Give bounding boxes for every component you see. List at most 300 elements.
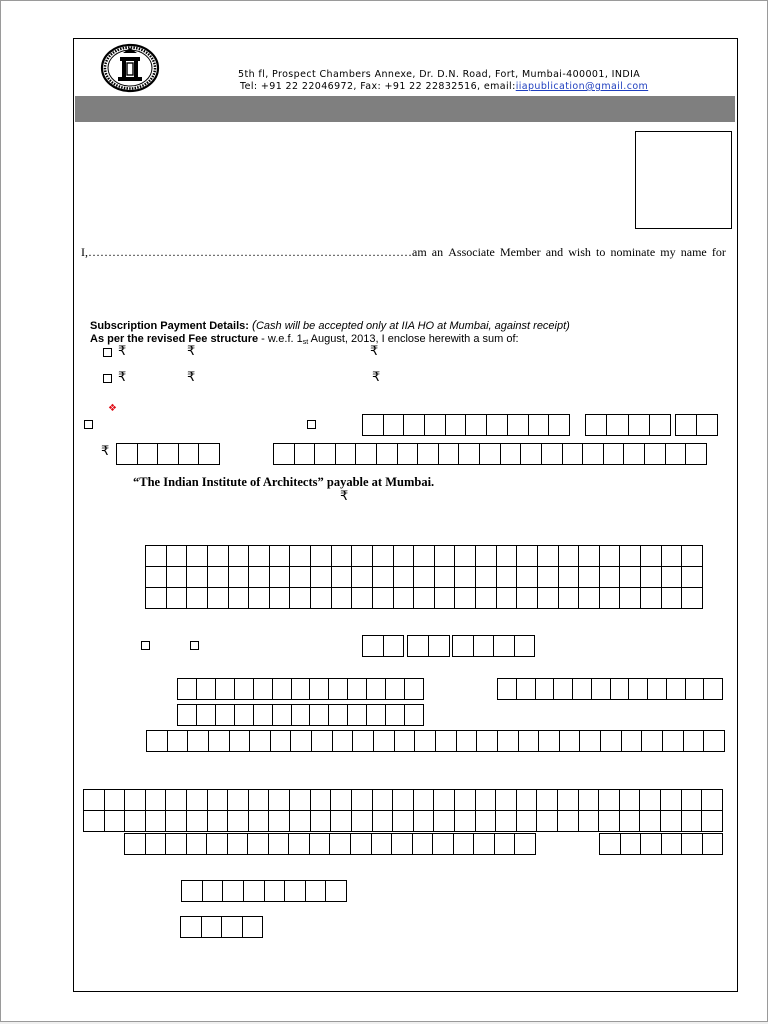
entry-box[interactable] — [394, 546, 414, 566]
entry-box[interactable] — [498, 731, 518, 751]
entry-box[interactable] — [497, 567, 517, 587]
entry-box[interactable] — [290, 588, 310, 608]
entry-box[interactable] — [167, 588, 187, 608]
entry-box[interactable] — [392, 834, 412, 854]
entry-box[interactable] — [662, 567, 682, 587]
entry-box[interactable] — [352, 546, 372, 566]
entry-box[interactable] — [620, 567, 640, 587]
entry-box[interactable] — [377, 444, 397, 464]
entry-box[interactable] — [229, 546, 249, 566]
entry-box[interactable] — [187, 834, 207, 854]
entry-box[interactable] — [622, 731, 642, 751]
entry-box[interactable] — [466, 415, 486, 435]
entry-box[interactable] — [290, 546, 310, 566]
entry-box[interactable] — [269, 790, 289, 810]
entry-box[interactable] — [435, 567, 455, 587]
entry-box[interactable] — [697, 415, 717, 435]
entry-box[interactable] — [501, 444, 521, 464]
account-number-boxes[interactable] — [362, 414, 570, 436]
entry-box[interactable] — [84, 811, 104, 831]
entry-box[interactable] — [295, 444, 315, 464]
entry-box[interactable] — [249, 567, 269, 587]
entry-box[interactable] — [312, 731, 332, 751]
entry-box[interactable] — [398, 444, 418, 464]
entry-box[interactable] — [599, 790, 619, 810]
entry-box[interactable] — [439, 444, 459, 464]
entry-box[interactable] — [310, 834, 330, 854]
code-boxes[interactable] — [181, 880, 347, 902]
entry-box[interactable] — [435, 588, 455, 608]
entry-box[interactable] — [487, 415, 507, 435]
entry-box[interactable] — [146, 811, 166, 831]
entry-box[interactable] — [682, 790, 702, 810]
entry-box[interactable] — [352, 588, 372, 608]
entry-box[interactable] — [599, 811, 619, 831]
entry-box[interactable] — [537, 811, 557, 831]
entry-box[interactable] — [496, 790, 516, 810]
entry-box[interactable] — [197, 679, 215, 699]
entry-box[interactable] — [373, 790, 393, 810]
entry-box[interactable] — [332, 546, 352, 566]
entry-box[interactable] — [521, 444, 541, 464]
entry-box[interactable] — [203, 881, 223, 901]
entry-box[interactable] — [477, 731, 497, 751]
entry-box[interactable] — [208, 811, 228, 831]
entry-box[interactable] — [583, 444, 603, 464]
entry-box[interactable] — [554, 679, 572, 699]
entry-box[interactable] — [474, 636, 494, 656]
entry-box[interactable] — [455, 811, 475, 831]
entry-box[interactable] — [563, 444, 583, 464]
entry-box[interactable] — [374, 731, 394, 751]
entry-box[interactable] — [197, 705, 215, 725]
entry-box[interactable] — [600, 546, 620, 566]
entry-box[interactable] — [249, 790, 269, 810]
entry-box[interactable] — [332, 588, 352, 608]
entry-box[interactable] — [682, 567, 702, 587]
entry-box[interactable] — [373, 567, 393, 587]
entry-box[interactable] — [607, 415, 627, 435]
entry-box[interactable] — [269, 834, 289, 854]
entry-box[interactable] — [703, 834, 723, 854]
entry-box[interactable] — [209, 731, 229, 751]
entry-box[interactable] — [348, 679, 366, 699]
entry-box[interactable] — [330, 834, 350, 854]
entry-box[interactable] — [682, 834, 702, 854]
field-left-row-1-boxes[interactable] — [177, 678, 424, 700]
entry-box[interactable] — [146, 834, 166, 854]
entry-box[interactable] — [667, 679, 685, 699]
entry-box[interactable] — [661, 811, 681, 831]
entry-box[interactable] — [517, 811, 537, 831]
entry-box[interactable] — [384, 415, 404, 435]
entry-box[interactable] — [496, 811, 516, 831]
entry-box[interactable] — [408, 636, 428, 656]
entry-box[interactable] — [508, 415, 528, 435]
entry-box[interactable] — [517, 567, 537, 587]
entry-box[interactable] — [363, 415, 383, 435]
entry-box[interactable] — [494, 636, 514, 656]
entry-box[interactable] — [476, 811, 496, 831]
entry-box[interactable] — [311, 567, 331, 587]
entry-box[interactable] — [222, 917, 242, 937]
entry-box[interactable] — [579, 546, 599, 566]
entry-box[interactable] — [311, 790, 331, 810]
entry-box[interactable] — [273, 679, 291, 699]
entry-box[interactable] — [433, 834, 453, 854]
entry-box[interactable] — [414, 567, 434, 587]
entry-box[interactable] — [624, 444, 644, 464]
entry-box[interactable] — [515, 636, 535, 656]
entry-box[interactable] — [517, 679, 535, 699]
entry-box[interactable] — [517, 588, 537, 608]
entry-box[interactable] — [326, 881, 346, 901]
entry-box[interactable] — [125, 834, 145, 854]
entry-box[interactable] — [641, 588, 661, 608]
entry-box[interactable] — [311, 546, 331, 566]
entry-box[interactable] — [244, 881, 264, 901]
entry-box[interactable] — [292, 679, 310, 699]
entry-box[interactable] — [167, 546, 187, 566]
entry-box[interactable] — [459, 444, 479, 464]
entry-box[interactable] — [600, 834, 620, 854]
entry-box[interactable] — [413, 834, 433, 854]
entry-box[interactable] — [686, 679, 704, 699]
entry-box[interactable] — [404, 415, 424, 435]
entry-box[interactable] — [611, 679, 629, 699]
entry-box[interactable] — [353, 731, 373, 751]
entry-box[interactable] — [273, 705, 291, 725]
entry-box[interactable] — [367, 705, 385, 725]
entry-box[interactable] — [600, 588, 620, 608]
field-right-boxes[interactable] — [497, 678, 723, 700]
entry-box[interactable] — [254, 679, 272, 699]
entry-box[interactable] — [249, 811, 269, 831]
entry-box[interactable] — [147, 731, 167, 751]
entry-box[interactable] — [476, 588, 496, 608]
fee-option-1-checkbox[interactable] — [103, 348, 112, 357]
entry-box[interactable] — [352, 790, 372, 810]
entry-box[interactable] — [248, 834, 268, 854]
entry-box[interactable] — [166, 811, 186, 831]
entry-box[interactable] — [661, 790, 681, 810]
ifsc-part-2-boxes[interactable] — [675, 414, 718, 436]
entry-box[interactable] — [434, 811, 454, 831]
entry-box[interactable] — [352, 567, 372, 587]
field-left-row-2-boxes[interactable] — [177, 704, 424, 726]
payment-mode-2-checkbox[interactable] — [307, 420, 316, 429]
entry-box[interactable] — [676, 415, 696, 435]
entry-box[interactable] — [373, 811, 393, 831]
entry-box[interactable] — [187, 567, 207, 587]
entry-box[interactable] — [146, 790, 166, 810]
entry-box[interactable] — [229, 567, 249, 587]
entry-box[interactable] — [497, 546, 517, 566]
entry-box[interactable] — [187, 811, 207, 831]
entry-box[interactable] — [641, 567, 661, 587]
entry-box[interactable] — [306, 881, 326, 901]
entry-box[interactable] — [138, 444, 158, 464]
entry-box[interactable] — [476, 790, 496, 810]
entry-box[interactable] — [179, 444, 199, 464]
entry-box[interactable] — [182, 881, 202, 901]
option-b-checkbox[interactable] — [190, 641, 199, 650]
entry-box[interactable] — [414, 588, 434, 608]
entry-box[interactable] — [230, 731, 250, 751]
field-wide-boxes[interactable] — [146, 730, 725, 752]
entry-box[interactable] — [356, 444, 376, 464]
entry-box[interactable] — [207, 834, 227, 854]
entry-box[interactable] — [476, 567, 496, 587]
entry-box[interactable] — [455, 588, 475, 608]
entry-box[interactable] — [620, 546, 640, 566]
entry-box[interactable] — [372, 834, 392, 854]
entry-box[interactable] — [405, 679, 423, 699]
entry-box[interactable] — [373, 588, 393, 608]
entry-box[interactable] — [474, 834, 494, 854]
entry-box[interactable] — [228, 834, 248, 854]
entry-box[interactable] — [560, 731, 580, 751]
entry-box[interactable] — [435, 546, 455, 566]
entry-box[interactable] — [592, 679, 610, 699]
entry-box[interactable] — [480, 444, 500, 464]
entry-box[interactable] — [455, 790, 475, 810]
entry-box[interactable] — [666, 444, 686, 464]
entry-box[interactable] — [414, 811, 434, 831]
details-row-3-right-boxes[interactable] — [599, 833, 723, 855]
entry-box[interactable] — [538, 588, 558, 608]
entry-box[interactable] — [558, 811, 578, 831]
entry-box[interactable] — [497, 588, 517, 608]
entry-box[interactable] — [166, 790, 186, 810]
amount-boxes[interactable] — [116, 443, 220, 465]
ifsc-part-1-boxes[interactable] — [585, 414, 671, 436]
entry-box[interactable] — [601, 731, 621, 751]
details-row-3-left-boxes[interactable] — [124, 833, 536, 855]
entry-box[interactable] — [310, 705, 328, 725]
entry-box[interactable] — [559, 567, 579, 587]
entry-box[interactable] — [538, 567, 558, 587]
entry-box[interactable] — [517, 546, 537, 566]
entry-box[interactable] — [641, 546, 661, 566]
entry-box[interactable] — [216, 705, 234, 725]
entry-box[interactable] — [291, 731, 311, 751]
entry-box[interactable] — [579, 567, 599, 587]
entry-box[interactable] — [663, 731, 683, 751]
entry-box[interactable] — [538, 546, 558, 566]
entry-box[interactable] — [559, 546, 579, 566]
entry-box[interactable] — [146, 588, 166, 608]
entry-box[interactable] — [187, 588, 207, 608]
entry-box[interactable] — [285, 881, 305, 901]
entry-box[interactable] — [386, 679, 404, 699]
entry-box[interactable] — [235, 705, 253, 725]
option-a-checkbox[interactable] — [141, 641, 150, 650]
entry-box[interactable] — [228, 790, 248, 810]
entry-box[interactable] — [229, 588, 249, 608]
entry-box[interactable] — [529, 415, 549, 435]
entry-box[interactable] — [158, 444, 178, 464]
entry-box[interactable] — [208, 588, 228, 608]
entry-box[interactable] — [558, 790, 578, 810]
entry-box[interactable] — [265, 881, 285, 901]
entry-box[interactable] — [289, 834, 309, 854]
entry-box[interactable] — [125, 790, 145, 810]
entry-box[interactable] — [455, 567, 475, 587]
entry-box[interactable] — [168, 731, 188, 751]
entry-box[interactable] — [702, 811, 722, 831]
date-month-boxes[interactable] — [407, 635, 450, 657]
entry-box[interactable] — [271, 731, 291, 751]
entry-box[interactable] — [436, 731, 456, 751]
header-email-link[interactable]: iiapublication@gmail.com — [515, 81, 649, 92]
entry-box[interactable] — [682, 546, 702, 566]
entry-box[interactable] — [311, 811, 331, 831]
entry-box[interactable] — [586, 415, 606, 435]
entry-box[interactable] — [539, 731, 559, 751]
entry-box[interactable] — [662, 834, 682, 854]
entry-box[interactable] — [117, 444, 137, 464]
entry-box[interactable] — [367, 679, 385, 699]
entry-box[interactable] — [105, 811, 125, 831]
entry-box[interactable] — [270, 567, 290, 587]
entry-box[interactable] — [429, 636, 449, 656]
entry-box[interactable] — [254, 705, 272, 725]
entry-box[interactable] — [682, 811, 702, 831]
bank-name-boxes[interactable] — [273, 443, 707, 465]
entry-box[interactable] — [178, 705, 196, 725]
entry-box[interactable] — [146, 546, 166, 566]
entry-box[interactable] — [498, 679, 516, 699]
entry-box[interactable] — [373, 546, 393, 566]
entry-box[interactable] — [393, 790, 413, 810]
entry-box[interactable] — [600, 567, 620, 587]
details-row-1-boxes[interactable] — [83, 789, 723, 832]
entry-box[interactable] — [333, 731, 353, 751]
entry-box[interactable] — [311, 588, 331, 608]
entry-box[interactable] — [393, 811, 413, 831]
entry-box[interactable] — [434, 790, 454, 810]
entry-box[interactable] — [146, 567, 166, 587]
entry-box[interactable] — [348, 705, 366, 725]
entry-box[interactable] — [519, 731, 539, 751]
entry-box[interactable] — [650, 415, 670, 435]
entry-box[interactable] — [363, 636, 383, 656]
entry-box[interactable] — [686, 444, 706, 464]
entry-box[interactable] — [181, 917, 201, 937]
entry-box[interactable] — [517, 790, 537, 810]
entry-box[interactable] — [235, 679, 253, 699]
entry-box[interactable] — [228, 811, 248, 831]
entry-box[interactable] — [645, 444, 665, 464]
entry-box[interactable] — [223, 881, 243, 901]
entry-box[interactable] — [208, 790, 228, 810]
entry-box[interactable] — [105, 790, 125, 810]
entry-box[interactable] — [395, 731, 415, 751]
entry-box[interactable] — [454, 834, 474, 854]
entry-box[interactable] — [580, 731, 600, 751]
entry-box[interactable] — [329, 705, 347, 725]
entry-box[interactable] — [243, 917, 263, 937]
entry-box[interactable] — [573, 679, 591, 699]
entry-box[interactable] — [310, 679, 328, 699]
entry-box[interactable] — [704, 679, 722, 699]
entry-box[interactable] — [662, 546, 682, 566]
entry-box[interactable] — [453, 636, 473, 656]
date-day-boxes[interactable] — [362, 635, 404, 657]
entry-box[interactable] — [415, 731, 435, 751]
entry-box[interactable] — [641, 834, 661, 854]
entry-box[interactable] — [549, 415, 569, 435]
entry-box[interactable] — [418, 444, 438, 464]
entry-box[interactable] — [457, 731, 477, 751]
entry-box[interactable] — [199, 444, 219, 464]
entry-box[interactable] — [84, 790, 104, 810]
entry-box[interactable] — [629, 415, 649, 435]
short-code-boxes[interactable] — [180, 916, 263, 938]
entry-box[interactable] — [269, 811, 289, 831]
entry-box[interactable] — [536, 679, 554, 699]
entry-box[interactable] — [249, 546, 269, 566]
entry-box[interactable] — [620, 790, 640, 810]
entry-box[interactable] — [290, 790, 310, 810]
entry-box[interactable] — [202, 917, 222, 937]
entry-box[interactable] — [208, 567, 228, 587]
entry-box[interactable] — [270, 588, 290, 608]
entry-box[interactable] — [315, 444, 335, 464]
entry-box[interactable] — [620, 811, 640, 831]
entry-box[interactable] — [542, 444, 562, 464]
entry-box[interactable] — [384, 636, 404, 656]
photo-box[interactable] — [635, 131, 732, 229]
fee-option-2-checkbox[interactable] — [103, 374, 112, 383]
entry-box[interactable] — [290, 567, 310, 587]
entry-box[interactable] — [559, 588, 579, 608]
entry-box[interactable] — [167, 567, 187, 587]
entry-box[interactable] — [331, 811, 351, 831]
entry-box[interactable] — [270, 546, 290, 566]
entry-box[interactable] — [249, 588, 269, 608]
entry-box[interactable] — [166, 834, 186, 854]
entry-box[interactable] — [425, 415, 445, 435]
entry-box[interactable] — [352, 811, 372, 831]
entry-box[interactable] — [662, 588, 682, 608]
entry-box[interactable] — [640, 790, 660, 810]
entry-box[interactable] — [579, 790, 599, 810]
entry-box[interactable] — [446, 415, 466, 435]
entry-box[interactable] — [414, 546, 434, 566]
entry-box[interactable] — [702, 790, 722, 810]
entry-box[interactable] — [476, 546, 496, 566]
entry-box[interactable] — [620, 588, 640, 608]
entry-box[interactable] — [642, 731, 662, 751]
entry-box[interactable] — [704, 731, 724, 751]
entry-box[interactable] — [394, 588, 414, 608]
entry-box[interactable] — [292, 705, 310, 725]
payment-mode-1-checkbox[interactable] — [84, 420, 93, 429]
entry-box[interactable] — [187, 790, 207, 810]
entry-box[interactable] — [537, 790, 557, 810]
entry-box[interactable] — [208, 546, 228, 566]
entry-box[interactable] — [621, 834, 641, 854]
entry-box[interactable] — [684, 731, 704, 751]
entry-box[interactable] — [414, 790, 434, 810]
entry-box[interactable] — [604, 444, 624, 464]
entry-box[interactable] — [274, 444, 294, 464]
entry-box[interactable] — [329, 679, 347, 699]
entry-box[interactable] — [331, 790, 351, 810]
entry-box[interactable] — [579, 588, 599, 608]
